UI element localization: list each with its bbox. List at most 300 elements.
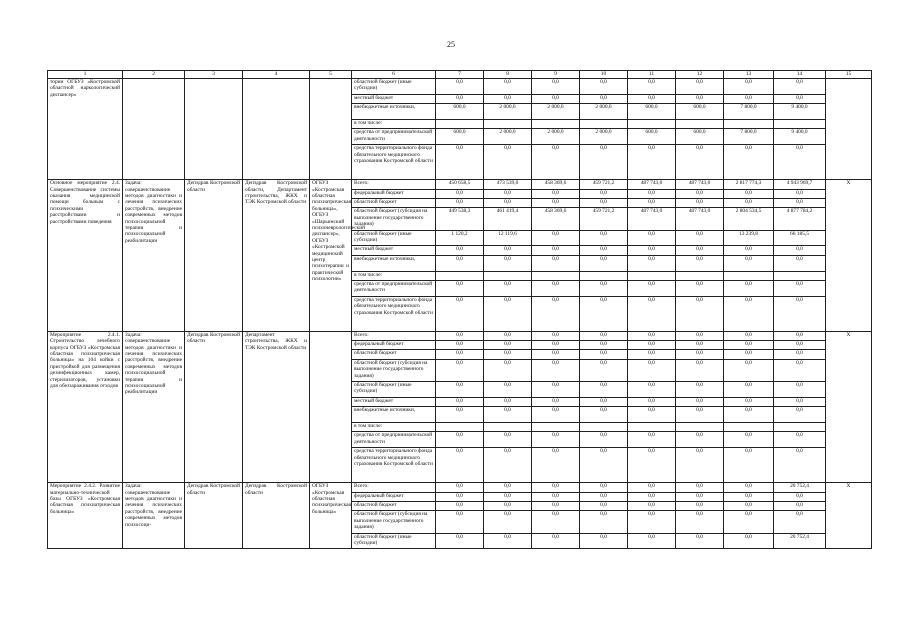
executor-cell: Депздрав Костромской области [243, 483, 310, 549]
amount-cell: 0,0 [676, 483, 724, 492]
amount-cell: 0,0 [724, 341, 774, 350]
amount-cell: 0,0 [532, 448, 580, 483]
column-number: 15 [826, 71, 872, 79]
amount-cell: 0,0 [774, 359, 826, 381]
amount-cell: 449 538,3 [436, 208, 484, 230]
amount-cell: 0,0 [724, 198, 774, 207]
amount-cell: 0,0 [724, 189, 774, 198]
amount-cell: 0,0 [774, 79, 826, 95]
amount-cell: 600,0 [676, 104, 724, 120]
amount-cell: 0,0 [436, 483, 484, 492]
participant-cell [310, 79, 352, 180]
amount-cell: 1 120,2 [436, 230, 484, 246]
amount-cell: 4 943 969,7 [774, 180, 826, 189]
amount-cell: 0,0 [580, 492, 628, 501]
amount-cell: 0,0 [580, 448, 628, 483]
amount-cell: 0,0 [724, 296, 774, 331]
amount-cell: 487 743,0 [676, 208, 724, 230]
amount-cell: 458 369,6 [532, 208, 580, 230]
amount-cell: 20 752,4 [774, 483, 826, 492]
amount-cell: 0,0 [484, 350, 532, 359]
amount-cell: 0,0 [774, 492, 826, 501]
amount-cell: 0,0 [724, 359, 774, 381]
funding-source-cell: в том числе: [352, 119, 436, 128]
amount-cell: 0,0 [724, 350, 774, 359]
amount-cell: 0,0 [676, 198, 724, 207]
amount-cell: 0,0 [724, 382, 774, 398]
amount-cell: 0,0 [532, 350, 580, 359]
amount-cell: 600,0 [436, 129, 484, 145]
column-number: 11 [628, 71, 676, 79]
amount-cell: 0,0 [484, 255, 532, 271]
amount-cell: 0,0 [774, 145, 826, 180]
amount-cell: 0,0 [436, 407, 484, 423]
amount-cell: 0,0 [774, 189, 826, 198]
amount-cell: 0,0 [436, 359, 484, 381]
amount-cell: 0,0 [580, 397, 628, 406]
amount-cell: 600,0 [676, 129, 724, 145]
indicator-cell: Х [826, 180, 872, 332]
amount-cell: 0,0 [676, 331, 724, 340]
funding-source-cell: областной бюджет (субсидия на выполнение государственного задания) [352, 511, 436, 533]
amount-cell: 0,0 [532, 483, 580, 492]
amount-cell: 0,0 [724, 533, 774, 549]
activity-name-cell: Мероприятие 2.4.1. Строительство лечебного корпуса ОГБУЗ «Костромская областная психиатрическая больница» на 104 койки с пристройкой для размещения дезинфекционных камер, стерилизаторов, установки для обеззараживания отходов [48, 331, 123, 483]
amount-cell: 0,0 [484, 511, 532, 533]
amount-cell: 0,0 [484, 189, 532, 198]
amount-cell: 459 721,2 [580, 180, 628, 189]
amount-cell: 0,0 [676, 432, 724, 448]
amount-cell: 2 000,0 [580, 129, 628, 145]
amount-cell: 0,0 [628, 79, 676, 95]
amount-cell: 0,0 [436, 397, 484, 406]
amount-cell: 0,0 [484, 407, 532, 423]
amount-cell: 0,0 [484, 79, 532, 95]
amount-cell [724, 423, 774, 432]
amount-cell: 0,0 [724, 79, 774, 95]
funding-source-cell: Всего: [352, 180, 436, 189]
amount-cell: 0,0 [580, 331, 628, 340]
amount-cell: 4 877 784,2 [774, 208, 826, 230]
amount-cell: 2 000,0 [532, 104, 580, 120]
funding-source-cell: областной бюджет (иные субсидии) [352, 533, 436, 549]
amount-cell: 0,0 [774, 407, 826, 423]
amount-cell: 0,0 [580, 145, 628, 180]
funding-source-cell: областной бюджет [352, 502, 436, 511]
amount-cell: 0,0 [532, 255, 580, 271]
participant-cell: ОГБУЗ «Костромская областная психиатрическая больница» [310, 483, 352, 549]
amount-cell: 0,0 [628, 502, 676, 511]
amount-cell: 487 743,0 [676, 180, 724, 189]
amount-cell: 0,0 [484, 359, 532, 381]
amount-cell: 0,0 [484, 198, 532, 207]
customer-cell: Депздрав Костромской области [185, 331, 243, 483]
amount-cell: 0,0 [628, 331, 676, 340]
amount-cell: 0,0 [724, 331, 774, 340]
amount-cell: 0,0 [724, 280, 774, 296]
amount-cell: 0,0 [724, 511, 774, 533]
amount-cell: 0,0 [580, 483, 628, 492]
table-row [48, 483, 872, 492]
customer-cell [185, 79, 243, 180]
amount-cell: 0,0 [724, 94, 774, 103]
amount-cell: 0,0 [676, 296, 724, 331]
amount-cell: 0,0 [774, 341, 826, 350]
amount-cell: 0,0 [532, 230, 580, 246]
funding-source-cell: в том числе: [352, 271, 436, 280]
task-cell [123, 79, 185, 180]
amount-cell: 0,0 [676, 189, 724, 198]
amount-cell: 0,0 [628, 198, 676, 207]
amount-cell: 0,0 [532, 189, 580, 198]
amount-cell: 0,0 [484, 502, 532, 511]
amount-cell: 600,0 [628, 129, 676, 145]
amount-cell: 0,0 [436, 382, 484, 398]
amount-cell: 0,0 [774, 246, 826, 255]
amount-cell: 0,0 [628, 511, 676, 533]
indicator-cell [826, 79, 872, 180]
amount-cell: 0,0 [628, 350, 676, 359]
amount-cell: 0,0 [774, 502, 826, 511]
funding-source-cell: федеральный бюджет [352, 341, 436, 350]
column-number: 13 [724, 71, 774, 79]
amount-cell: 0,0 [628, 296, 676, 331]
amount-cell: 0,0 [676, 359, 724, 381]
amount-cell: 0,0 [580, 359, 628, 381]
amount-cell: 0,0 [628, 382, 676, 398]
amount-cell: 450 658,5 [436, 180, 484, 189]
amount-cell [724, 271, 774, 280]
amount-cell: 0,0 [484, 246, 532, 255]
amount-cell: 0,0 [436, 331, 484, 340]
amount-cell: 0,0 [628, 432, 676, 448]
funding-source-cell: областной бюджет [352, 198, 436, 207]
amount-cell: 0,0 [484, 94, 532, 103]
table-row [48, 331, 872, 340]
amount-cell [676, 423, 724, 432]
amount-cell: 0,0 [532, 397, 580, 406]
executor-cell: Департамент строительства, ЖКХ и ТЭК Костромской области [243, 331, 310, 483]
amount-cell: 0,0 [774, 296, 826, 331]
column-number-row [48, 71, 872, 79]
amount-cell: 0,0 [484, 432, 532, 448]
amount-cell: 0,0 [436, 432, 484, 448]
participant-cell: ОГБУЗ «Костромская областная психиатрическая больница», ОГБУЗ «Шарьинский психоневрологический диспансер», ОГБУЗ «Костромской медицинский центр психотерапии и практической психологии» [310, 180, 352, 332]
column-number: 6 [352, 71, 436, 79]
amount-cell: 2 000,0 [580, 104, 628, 120]
indicator-cell: Х [826, 483, 872, 549]
page-number: 25 [447, 40, 455, 49]
amount-cell: 0,0 [484, 397, 532, 406]
amount-cell: 0,0 [580, 79, 628, 95]
amount-cell [676, 119, 724, 128]
funding-source-cell: внебюджетные источники, [352, 104, 436, 120]
amount-cell: 0,0 [580, 198, 628, 207]
amount-cell: 0,0 [532, 341, 580, 350]
table-row [48, 180, 872, 189]
task-cell: Задача: совершенствование методов диагностики и лечения психических расстройств, внедрение современных методов психосоциальной терапии и психосоциальной реабилитации [123, 331, 185, 483]
amount-cell: 7 800,0 [724, 104, 774, 120]
amount-cell: 0,0 [532, 198, 580, 207]
amount-cell: 0,0 [628, 230, 676, 246]
amount-cell: 0,0 [676, 382, 724, 398]
funding-source-cell: средства от предпринимательской деятельности [352, 129, 436, 145]
amount-cell: 0,0 [774, 280, 826, 296]
amount-cell: 0,0 [774, 382, 826, 398]
amount-cell: 0,0 [774, 397, 826, 406]
amount-cell: 0,0 [676, 94, 724, 103]
column-number: 3 [185, 71, 243, 79]
amount-cell: 0,0 [532, 432, 580, 448]
amount-cell [484, 271, 532, 280]
amount-cell [628, 271, 676, 280]
funding-source-cell: средства территориального фонда обязательного медицинского страхования Костромской области [352, 296, 436, 331]
amount-cell: 0,0 [580, 280, 628, 296]
amount-cell: 0,0 [580, 296, 628, 331]
amount-cell: 0,0 [484, 341, 532, 350]
amount-cell: 0,0 [774, 432, 826, 448]
amount-cell: 0,0 [436, 296, 484, 331]
amount-cell: 0,0 [724, 432, 774, 448]
amount-cell [774, 423, 826, 432]
amount-cell: 0,0 [436, 502, 484, 511]
amount-cell: 0,0 [676, 502, 724, 511]
amount-cell: 0,0 [436, 145, 484, 180]
funding-source-cell: местный бюджет [352, 94, 436, 103]
funding-source-cell: областной бюджет (субсидия на выполнение государственного задания) [352, 359, 436, 381]
amount-cell: 0,0 [436, 79, 484, 95]
funding-source-cell: внебюджетные источники, [352, 407, 436, 423]
amount-cell [436, 423, 484, 432]
activity-name-cell: Основное мероприятие 2.4. Совершенствование системы оказания медицинской помощи больным с психическими расстройствами и расстройствами поведения [48, 180, 123, 332]
amount-cell: 0,0 [676, 341, 724, 350]
amount-cell: 66 185,5 [774, 230, 826, 246]
amount-cell: 0,0 [676, 246, 724, 255]
amount-cell: 0,0 [484, 382, 532, 398]
column-number: 7 [436, 71, 484, 79]
amount-cell [532, 423, 580, 432]
amount-cell: 0,0 [436, 350, 484, 359]
amount-cell: 487 743,0 [628, 208, 676, 230]
table-row [48, 79, 872, 95]
funding-source-cell: внебюджетные источники, [352, 255, 436, 271]
funding-source-cell: федеральный бюджет [352, 189, 436, 198]
amount-cell: 0,0 [628, 492, 676, 501]
amount-cell: 0,0 [628, 255, 676, 271]
column-number: 9 [532, 71, 580, 79]
amount-cell: 0,0 [676, 492, 724, 501]
amount-cell: 0,0 [628, 533, 676, 549]
amount-cell: 458 369,6 [532, 180, 580, 189]
funding-source-cell: средства от предпринимательской деятельности [352, 432, 436, 448]
funding-source-cell: местный бюджет [352, 246, 436, 255]
amount-cell: 0,0 [774, 350, 826, 359]
funding-source-cell: Всего: [352, 331, 436, 340]
amount-cell: 0,0 [436, 189, 484, 198]
activity-name-cell: тории ОГБУЗ «Костромской областной наркологический диспансер» [48, 79, 123, 180]
column-number: 5 [310, 71, 352, 79]
amount-cell: 0,0 [484, 492, 532, 501]
amount-cell: 7 800,0 [724, 129, 774, 145]
amount-cell: 461 419,4 [484, 208, 532, 230]
amount-cell: 0,0 [628, 359, 676, 381]
amount-cell: 0,0 [676, 145, 724, 180]
amount-cell [532, 119, 580, 128]
executor-cell: Депздрав Костромской области, Департамент строительства, ЖКХ и ТЭК Костромской области [243, 180, 310, 332]
task-cell: Задача: совершенствование методов диагностики и лечения психических расстройств, внедрение современных методов психосоциальной терапии и психосоциальной реабилитации [123, 180, 185, 332]
column-number: 8 [484, 71, 532, 79]
amount-cell: 459 721,2 [580, 208, 628, 230]
amount-cell: 20 752,4 [774, 533, 826, 549]
amount-cell [628, 423, 676, 432]
amount-cell [436, 271, 484, 280]
amount-cell: 0,0 [532, 492, 580, 501]
funding-source-cell: областной бюджет (иные субсидии) [352, 382, 436, 398]
executor-cell [243, 79, 310, 180]
column-number: 10 [580, 71, 628, 79]
amount-cell: 0,0 [532, 407, 580, 423]
amount-cell: 0,0 [724, 502, 774, 511]
amount-cell: 0,0 [436, 255, 484, 271]
amount-cell: 0,0 [628, 448, 676, 483]
amount-cell: 0,0 [676, 533, 724, 549]
amount-cell: 0,0 [676, 350, 724, 359]
amount-cell [484, 119, 532, 128]
amount-cell: 0,0 [436, 246, 484, 255]
amount-cell: 0,0 [580, 350, 628, 359]
amount-cell: 0,0 [580, 382, 628, 398]
amount-cell: 13 239,8 [724, 230, 774, 246]
amount-cell: 0,0 [436, 511, 484, 533]
participant-cell [310, 331, 352, 483]
amount-cell [436, 119, 484, 128]
amount-cell: 0,0 [676, 397, 724, 406]
funding-source-cell: средства территориального фонда обязательного медицинского страхования Костромской области [352, 145, 436, 180]
amount-cell: 0,0 [580, 94, 628, 103]
amount-cell [774, 271, 826, 280]
funding-source-cell: средства территориального фонда обязательного медицинского страхования Костромской области [352, 448, 436, 483]
funding-source-cell: областной бюджет (иные субсидии) [352, 79, 436, 95]
amount-cell: 9 400,0 [774, 129, 826, 145]
amount-cell: 0,0 [676, 79, 724, 95]
amount-cell: 0,0 [484, 331, 532, 340]
amount-cell: 0,0 [484, 533, 532, 549]
amount-cell: 473 539,0 [484, 180, 532, 189]
amount-cell: 0,0 [724, 448, 774, 483]
amount-cell: 0,0 [676, 448, 724, 483]
funding-source-cell: федеральный бюджет [352, 492, 436, 501]
amount-cell: 0,0 [580, 230, 628, 246]
amount-cell: 0,0 [676, 511, 724, 533]
column-number: 4 [243, 71, 310, 79]
amount-cell: 2 817 774,3 [724, 180, 774, 189]
amount-cell: 0,0 [724, 492, 774, 501]
amount-cell: 0,0 [532, 359, 580, 381]
amount-cell [724, 119, 774, 128]
amount-cell: 0,0 [628, 483, 676, 492]
amount-cell: 0,0 [436, 492, 484, 501]
amount-cell: 0,0 [676, 255, 724, 271]
amount-cell: 0,0 [484, 448, 532, 483]
amount-cell: 0,0 [580, 246, 628, 255]
amount-cell: 2 000,0 [484, 104, 532, 120]
amount-cell: 2 804 534,5 [724, 208, 774, 230]
amount-cell: 0,0 [628, 189, 676, 198]
customer-cell: Депздрав Костромской области [185, 180, 243, 332]
amount-cell: 0,0 [580, 511, 628, 533]
amount-cell: 0,0 [532, 511, 580, 533]
amount-cell: 0,0 [436, 341, 484, 350]
amount-cell [532, 271, 580, 280]
amount-cell: 2 000,0 [484, 129, 532, 145]
amount-cell [628, 119, 676, 128]
amount-cell: 0,0 [774, 448, 826, 483]
amount-cell: 0,0 [724, 145, 774, 180]
amount-cell: 2 000,0 [532, 129, 580, 145]
amount-cell: 487 743,0 [628, 180, 676, 189]
amount-cell: 0,0 [724, 483, 774, 492]
amount-cell [676, 271, 724, 280]
column-number: 1 [48, 71, 123, 79]
amount-cell: 12 119,6 [484, 230, 532, 246]
amount-cell: 0,0 [628, 94, 676, 103]
amount-cell: 0,0 [774, 198, 826, 207]
amount-cell: 0,0 [532, 533, 580, 549]
amount-cell: 0,0 [436, 533, 484, 549]
amount-cell: 0,0 [580, 255, 628, 271]
funding-source-cell: местный бюджет [352, 397, 436, 406]
amount-cell: 0,0 [532, 145, 580, 180]
amount-cell: 600,0 [628, 104, 676, 120]
amount-cell [580, 271, 628, 280]
amount-cell: 0,0 [628, 341, 676, 350]
amount-cell: 0,0 [532, 79, 580, 95]
amount-cell [580, 423, 628, 432]
amount-cell: 0,0 [484, 280, 532, 296]
amount-cell: 0,0 [532, 331, 580, 340]
amount-cell: 0,0 [484, 145, 532, 180]
amount-cell [580, 119, 628, 128]
amount-cell: 0,0 [436, 280, 484, 296]
amount-cell: 0,0 [532, 246, 580, 255]
amount-cell: 0,0 [628, 145, 676, 180]
amount-cell: 0,0 [580, 502, 628, 511]
column-number: 2 [123, 71, 185, 79]
amount-cell: 600,0 [436, 104, 484, 120]
amount-cell: 0,0 [436, 198, 484, 207]
amount-cell: 0,0 [628, 397, 676, 406]
amount-cell: 0,0 [724, 246, 774, 255]
column-number: 12 [676, 71, 724, 79]
funding-source-cell: областной бюджет (субсидия на выполнение государственного задания) [352, 208, 436, 230]
amount-cell: 0,0 [676, 407, 724, 423]
amount-cell: 0,0 [774, 511, 826, 533]
column-number: 14 [774, 71, 826, 79]
amount-cell: 0,0 [774, 94, 826, 103]
amount-cell: 0,0 [628, 280, 676, 296]
budget-table [47, 70, 872, 549]
amount-cell: 0,0 [532, 280, 580, 296]
amount-cell: 0,0 [676, 280, 724, 296]
amount-cell: 0,0 [628, 246, 676, 255]
amount-cell: 0,0 [724, 255, 774, 271]
amount-cell: 0,0 [484, 483, 532, 492]
amount-cell: 0,0 [436, 94, 484, 103]
funding-source-cell: в том числе: [352, 423, 436, 432]
amount-cell [774, 119, 826, 128]
amount-cell: 0,0 [580, 533, 628, 549]
amount-cell: 0,0 [580, 189, 628, 198]
